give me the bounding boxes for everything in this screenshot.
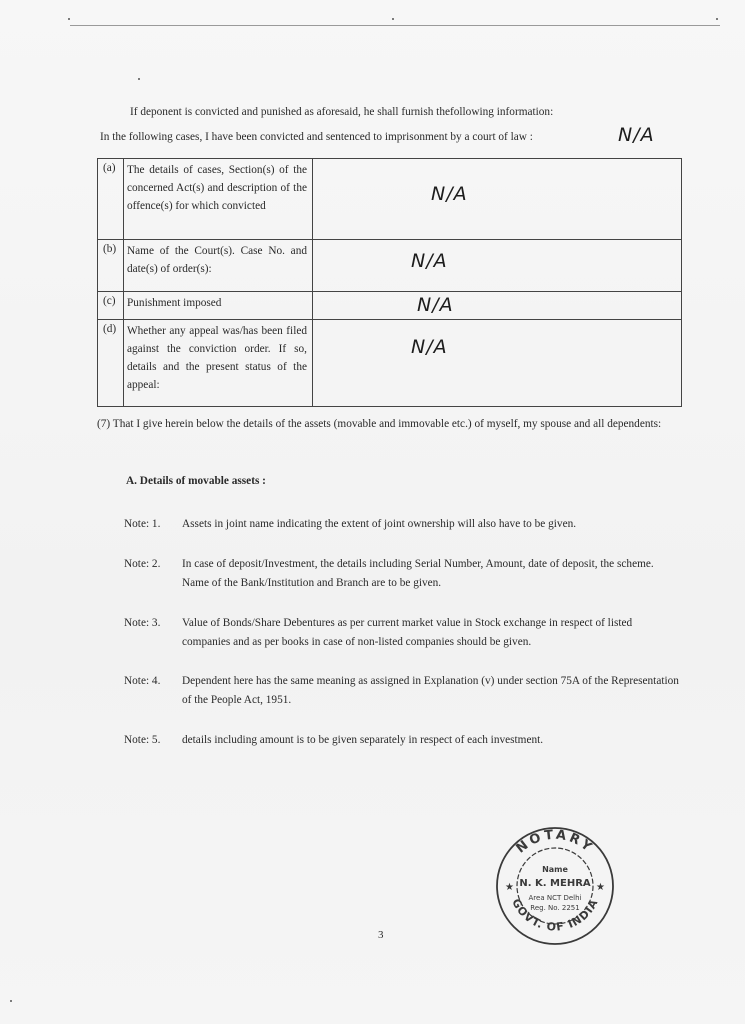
note-number: Note: 3.: [124, 617, 161, 629]
note-number: Note: 5.: [124, 734, 161, 746]
stamp-bottom-text: GOVT. OF INDIA: [509, 896, 601, 934]
row-handwritten-answer: N/A: [411, 336, 448, 358]
row-handwritten-answer: N/A: [417, 294, 454, 316]
note-text: In case of deposit/Investment, the details including Serial Number, Amount, date of deposit, the scheme. Name of the Bank/Institution and Branch are to be given.: [182, 558, 654, 589]
intro-handwritten-answer: N/A: [618, 124, 655, 146]
row-answer-cell: [313, 292, 682, 320]
note-text: details including amount is to be given separately in respect of each investment.: [182, 734, 544, 746]
row-description: Whether any appeal was/has been filed against the conviction order. If so, details and the present status of the appeal:: [124, 320, 313, 407]
row-answer-cell: [313, 240, 682, 292]
intro-line-1: If deponent is convicted and punished as aforesaid, he shall furnish thefollowing information:: [130, 106, 554, 118]
note-number: Note: 2.: [124, 558, 161, 570]
top-rule: [70, 25, 720, 26]
stamp-reg: Reg. No. 2251: [530, 904, 580, 912]
row-description: The details of cases, Section(s) of the concerned Act(s) and description of the offence(s) for which convicted: [124, 159, 313, 240]
note-number: Note: 1.: [124, 518, 161, 530]
scan-speck: [10, 1000, 12, 1002]
row-label: (b): [98, 240, 124, 292]
table-row: [98, 159, 682, 240]
row-answer-cell: [313, 320, 682, 407]
note-text: Value of Bonds/Share Debentures as per current market value in Stock exchange in respect of listed companies and as per books in case of non-listed companies should be given.: [182, 617, 633, 648]
section-a-heading: A. Details of movable assets :: [126, 475, 266, 487]
conviction-table: [97, 158, 682, 407]
row-handwritten-answer: N/A: [431, 183, 468, 205]
row-label: (c): [98, 292, 124, 320]
row-answer-cell: [313, 159, 682, 240]
table-row: [98, 240, 682, 292]
row-label: (a): [98, 159, 124, 240]
notary-stamp: [494, 822, 616, 950]
stamp-area: Area NCT Delhi: [528, 894, 582, 902]
row-handwritten-answer: N/A: [411, 250, 448, 272]
star-icon: ★: [505, 882, 514, 893]
row-description: Punishment imposed: [124, 292, 313, 320]
note-text: Assets in joint name indicating the extent of joint ownership will also have to be given.: [182, 518, 577, 530]
scan-speck: [392, 18, 394, 20]
scan-speck: [716, 18, 718, 20]
stamp-top-text: NOTARY: [513, 827, 597, 857]
stamp-name-label: Name: [542, 865, 568, 874]
intro-line-2: In the following cases, I have been convicted and sentenced to imprisonment by a court of law :: [100, 131, 533, 143]
table-row: [98, 320, 682, 407]
row-label: (d): [98, 320, 124, 407]
row-description: Name of the Court(s). Case No. and date(s) of order(s):: [124, 240, 313, 292]
scan-speck: [138, 78, 140, 80]
note-number: Note: 4.: [124, 675, 161, 687]
note-text: Dependent here has the same meaning as assigned in Explanation (v) under section 75A of the Representation of the People Act, 1951.: [182, 675, 679, 706]
star-icon: ★: [596, 882, 605, 893]
page-number: 3: [378, 929, 384, 941]
paragraph-7: (7) That I give herein below the details of the assets (movable and immovable etc.) of myself, my spouse and all dependents:: [97, 418, 662, 430]
table-row: [98, 292, 682, 320]
scan-speck: [68, 18, 70, 20]
stamp-name: N. K. MEHRA: [519, 878, 591, 889]
